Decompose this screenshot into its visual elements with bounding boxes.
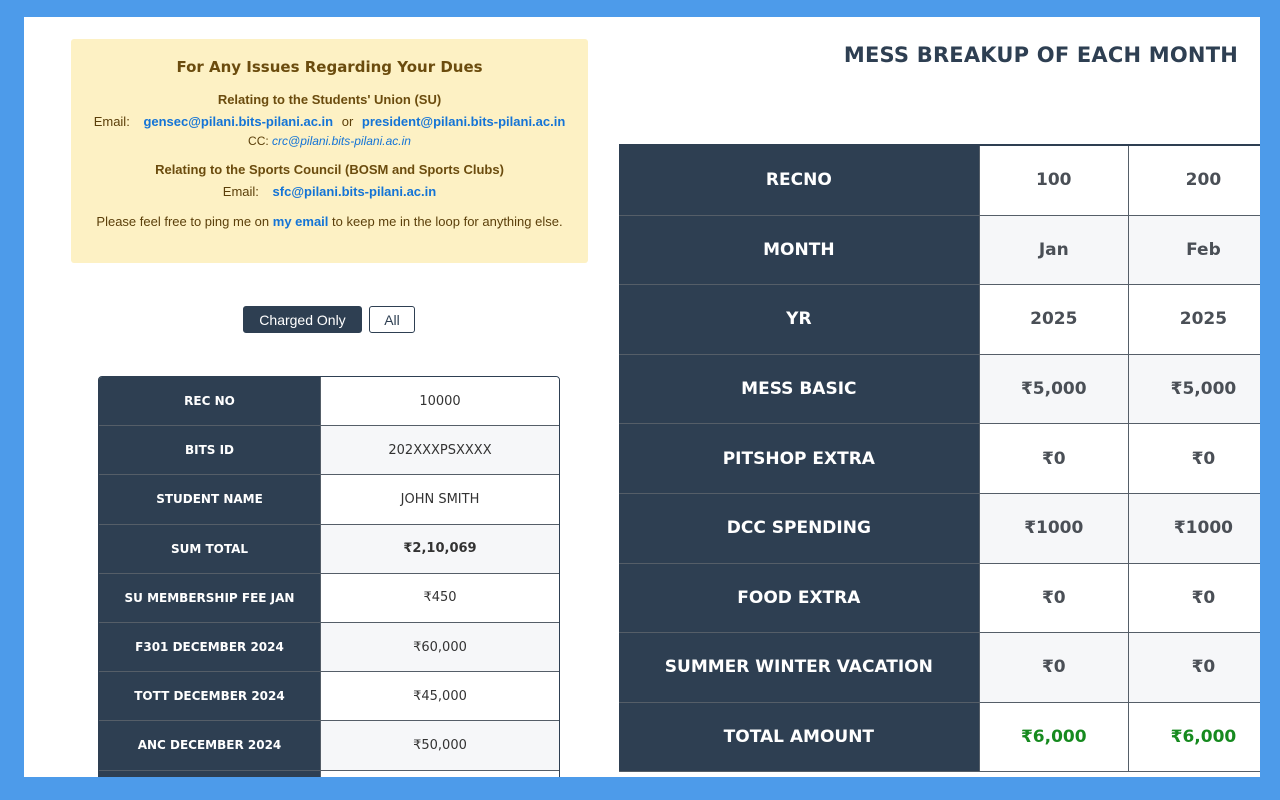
table-row [99, 475, 559, 524]
table-row [619, 633, 1260, 703]
cell-month-1: ₹5,000 [979, 355, 1129, 424]
sfc-email-link[interactable]: sfc@pilani.bits-pilani.ac.in [272, 184, 437, 199]
row-label: SUMMER WINTER VACATION [619, 633, 979, 702]
table-row-partial [99, 771, 559, 778]
cell-month-2: ₹0 [1129, 424, 1260, 493]
table-row [99, 525, 559, 574]
row-value: ₹450 [321, 574, 559, 622]
or-text: or [341, 114, 354, 129]
total-month-2: ₹6,000 [1129, 703, 1260, 772]
table-row [99, 721, 559, 770]
email-label: Email: [222, 184, 259, 199]
su-email-line [71, 114, 588, 129]
contact-heading: For Any Issues Regarding Your Dues [176, 58, 483, 76]
row-label: REC NO [99, 377, 321, 425]
mess-title: MESS BREAKUP OF EACH MONTH [843, 43, 1238, 67]
sum-total-value: ₹2,10,069 [321, 525, 559, 573]
table-row [99, 426, 559, 475]
sports-heading: Relating to the Sports Council (BOSM and Sports Clubs) [155, 162, 504, 177]
row-label: SUM TOTAL [99, 525, 321, 573]
row-label: TOTT DECEMBER 2024 [99, 672, 321, 720]
table-row [99, 377, 559, 426]
table-row [619, 285, 1260, 355]
table-row [619, 355, 1260, 425]
table-row [619, 146, 1260, 216]
dues-table [98, 376, 560, 777]
cell-month-1: ₹0 [979, 633, 1129, 702]
table-row [619, 216, 1260, 286]
filter-toggle [243, 306, 415, 333]
row-label: TOTAL AMOUNT [619, 703, 979, 772]
gensec-email-link[interactable]: gensec@pilani.bits-pilani.ac.in [143, 114, 334, 129]
cell-month-1: ₹0 [979, 424, 1129, 493]
table-row [619, 564, 1260, 634]
row-value [321, 771, 559, 778]
row-label: ANC DECEMBER 2024 [99, 721, 321, 769]
mess-breakup-table [619, 144, 1260, 772]
charged-only-button[interactable]: Charged Only [243, 306, 362, 333]
table-row [99, 574, 559, 623]
cell-month-1: ₹0 [979, 564, 1129, 633]
row-label: STUDENT NAME [99, 475, 321, 523]
row-value: JOHN SMITH [321, 475, 559, 523]
email-label: Email: [93, 114, 130, 129]
row-label: PITSHOP EXTRA [619, 424, 979, 493]
row-label [99, 771, 321, 778]
crc-email-link[interactable]: crc@pilani.bits-pilani.ac.in [272, 134, 411, 148]
row-label: SU MEMBERSHIP FEE JAN [99, 574, 321, 622]
cell-month-1: 100 [979, 146, 1129, 215]
cell-month-2: ₹1000 [1129, 494, 1260, 563]
table-row [619, 424, 1260, 494]
cell-month-2: 200 [1129, 146, 1260, 215]
cell-month-2: ₹0 [1129, 633, 1260, 702]
row-label: RECNO [619, 146, 979, 215]
note-before: Please feel free to ping me on [96, 214, 270, 229]
cc-line [71, 134, 588, 148]
table-row [99, 623, 559, 672]
su-heading: Relating to the Students' Union (SU) [217, 92, 442, 107]
row-label: FOOD EXTRA [619, 564, 979, 633]
table-row [99, 672, 559, 721]
row-label: YR [619, 285, 979, 354]
all-button[interactable]: All [369, 306, 415, 333]
row-label: BITS ID [99, 426, 321, 474]
cell-month-2: 2025 [1129, 285, 1260, 354]
dues-contact-box [71, 39, 588, 263]
table-row-total [619, 703, 1260, 773]
cell-month-2: ₹0 [1129, 564, 1260, 633]
row-label: F301 DECEMBER 2024 [99, 623, 321, 671]
note-after: to keep me in the loop for anything else. [332, 214, 563, 229]
cell-month-1: 2025 [979, 285, 1129, 354]
row-value: ₹60,000 [321, 623, 559, 671]
page [24, 17, 1260, 777]
row-label: MONTH [619, 216, 979, 285]
president-email-link[interactable]: president@pilani.bits-pilani.ac.in [361, 114, 566, 129]
cell-month-1: ₹1000 [979, 494, 1129, 563]
cc-label: CC: [248, 134, 269, 148]
cell-month-2: Feb [1129, 216, 1260, 285]
contact-note [71, 214, 588, 229]
table-row [619, 494, 1260, 564]
my-email-link[interactable]: my email [272, 214, 329, 229]
row-value: 202XXXPSXXXX [321, 426, 559, 474]
total-month-1: ₹6,000 [979, 703, 1129, 772]
row-label: MESS BASIC [619, 355, 979, 424]
row-value: ₹45,000 [321, 672, 559, 720]
row-value: 10000 [321, 377, 559, 425]
sports-email-line [71, 184, 588, 199]
row-label: DCC SPENDING [619, 494, 979, 563]
row-value: ₹50,000 [321, 721, 559, 769]
cell-month-2: ₹5,000 [1129, 355, 1260, 424]
cell-month-1: Jan [979, 216, 1129, 285]
